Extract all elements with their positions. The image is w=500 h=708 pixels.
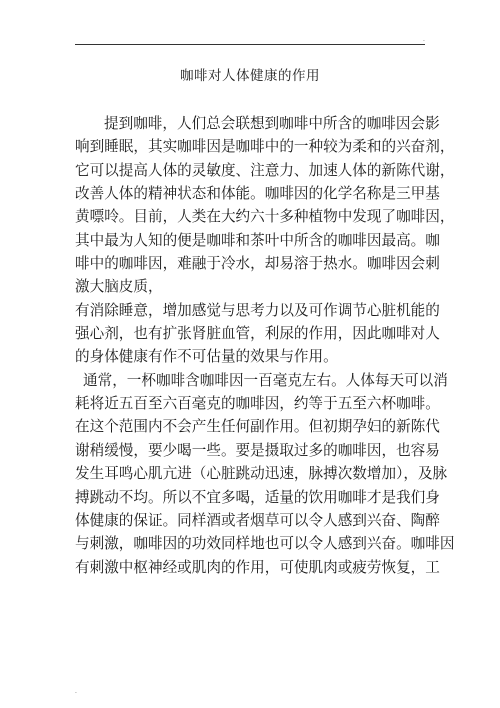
text-line: 耗将近五百至六百毫克的咖啡因，约等于五至六杯咖啡。 [75,395,440,413]
text-line: 有刺激中枢神经或肌肉的作用，可使肌肉或疲劳恢复，工 [75,558,440,576]
header-rule [75,44,425,45]
text-line: 它可以提高人体的灵敏度、注意力、加速人体的新陈代谢， [75,161,455,179]
text-line: 响到睡眠，其实咖啡因是咖啡中的一种较为柔和的兴奋剂， [75,138,455,156]
header-mark: . [423,36,425,43]
text-line: 改善人体的精神状态和体能。咖啡因的化学名称是三甲基 [75,185,440,203]
text-line: 的身体健康有作不可估量的效果与作用。 [75,348,338,366]
text-line: 发生耳鸣心肌亢进（心脏跳动迅速，脉搏次数增加），及脉 [75,465,448,483]
text-line: 有消除睡意，增加感觉与思考力以及可作调节心脏机能的 [75,301,440,319]
text-line: 谢稍缓慢，要少喝一些。要是摄取过多的咖啡因，也容易 [75,441,440,459]
text-line: 体健康的保证。同样酒或者烟草可以令人感到兴奋、陶醉 [75,511,440,529]
text-line: 在这个范围内不会产生任何副作用。但初期孕妇的新陈代 [75,418,440,436]
text-line: 强心剂，也有扩张肾脏血管，利尿的作用，因此咖啡对人 [75,325,440,343]
body-text [75,112,455,579]
text-line: 搏跳动不均。所以不宜多喝，适量的饮用咖啡才是我们身 [75,488,440,506]
text-line: 提到咖啡，人们总会联想到咖啡中所含的咖啡因会影 [104,115,440,132]
text-line: 啡中的咖啡因，难融于冷水，却易溶于热水。咖啡因会刺 [75,255,440,273]
text-line: 其中最为人知的便是咖啡和茶叶中所含的咖啡因最高。咖 [75,231,440,249]
text-line: 激大脑皮质， [75,278,163,296]
text-line: 黄嘌呤。目前，人类在大约六十多种植物中发现了咖啡因， [75,208,455,226]
text-line: 与刺激，咖啡因的功效同样地也可以令人感到兴奋。咖啡因 [75,535,455,553]
footer-mark: . [75,688,77,695]
page-title: 咖啡对人体健康的作用 [180,68,320,84]
text-line: 通常，一杯咖啡含咖啡因一百毫克左右。人体每天可以消 [83,371,448,389]
